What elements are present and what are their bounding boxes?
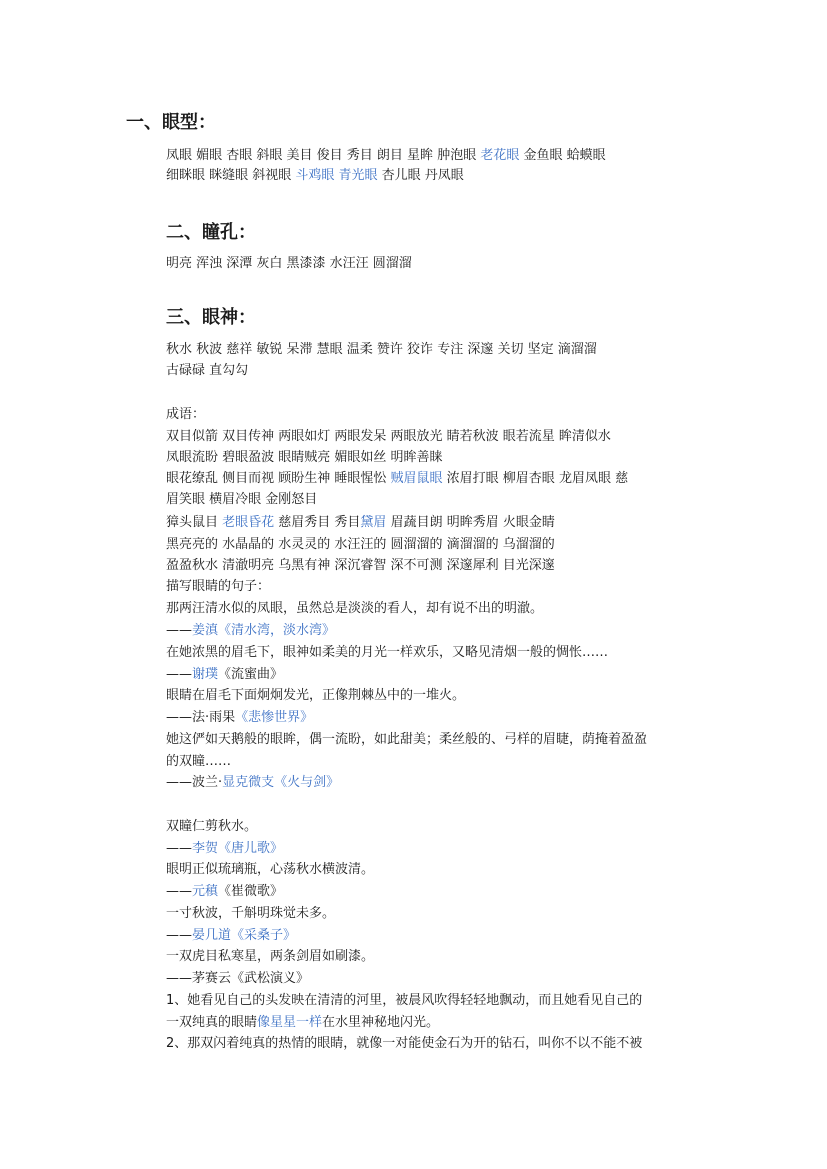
idioms-line-4: 眉笑眼 横眉冷眼 金刚怒目 bbox=[166, 492, 318, 507]
attribution-2: ——谢璞《流蜜曲》 bbox=[166, 667, 284, 682]
attribution-5: ——李贺《唐儿歌》 bbox=[166, 841, 284, 856]
idioms-line-3: 眼花缭乱 侧目而视 顾盼生神 睡眼惺忪 贼眉鼠眼 浓眉打眼 柳眉杏眼 龙眉凤眼 慈 bbox=[166, 471, 629, 486]
attribution-3: ——法·雨果《悲惨世界》 bbox=[166, 710, 314, 725]
link-source-4[interactable]: 显克微支《火与剑》 bbox=[222, 775, 340, 790]
idioms-line-7: 盈盈秋水 清澈明亮 乌黑有神 深沉睿智 深不可测 深邃犀利 目光深邃 bbox=[166, 558, 555, 573]
attribution-8: ——茅赛云《武松演义》 bbox=[166, 971, 310, 986]
quote-4-line-1: 她这俨如天鹅般的眼眸，偶一流盼，如此甜美；柔丝般的、弓样的眉睫，荫掩着盈盈 bbox=[166, 732, 648, 747]
idioms-line-2: 凤眼流盼 碧眼盈波 眼睛贼亮 媚眼如丝 明眸善睐 bbox=[166, 450, 443, 465]
link-like-stars[interactable]: 像星星一样 bbox=[257, 1015, 323, 1030]
expression-line-1: 秋水 秋波 慈祥 敏锐 呆滞 慧眼 温柔 赞许 狡诈 专注 深邃 关切 坚定 滴溜溜 bbox=[166, 342, 597, 357]
quote-4-line-2: 的双瞳…… bbox=[166, 754, 232, 769]
idioms-label: 成语： bbox=[166, 407, 206, 422]
link-dim-eyes[interactable]: 老眼昏花 bbox=[222, 515, 275, 530]
quote-8: 一双虎目私寒星，两条剑眉如刷漆。 bbox=[166, 949, 375, 964]
expression-line-2: 古碌碌 直勾勾 bbox=[166, 363, 249, 378]
attribution-1: ——姜滇《清水湾，淡水湾》 bbox=[166, 623, 336, 638]
heading-eye-shape: 一、眼型： bbox=[126, 112, 216, 133]
sentences-label: 描写眼睛的句子： bbox=[166, 579, 271, 594]
link-shifty-eyes[interactable]: 贼眉鼠眼 bbox=[390, 471, 443, 486]
link-crossed-eye-glaucoma[interactable]: 斗鸡眼 青光眼 bbox=[295, 168, 378, 183]
quote-2: 在她浓黑的眉毛下，眼神如柔美的月光一样欢乐，又略见清烟一般的惆怅…… bbox=[166, 645, 609, 660]
heading-eye-expression: 三、眼神： bbox=[166, 307, 256, 328]
link-presbyopic-eye[interactable]: 老花眼 bbox=[480, 148, 520, 163]
pupil-line-1: 明亮 浑浊 深潭 灰白 黑漆漆 水汪汪 圆溜溜 bbox=[166, 256, 412, 271]
idioms-line-6: 黑亮亮的 水晶晶的 水灵灵的 水汪汪的 圆溜溜的 滴溜溜的 乌溜溜的 bbox=[166, 537, 555, 552]
numbered-1-line-2: 一双纯真的眼睛像星星一样在水里神秘地闪光。 bbox=[166, 1015, 440, 1030]
numbered-2-line-1: 2、那双闪着纯真的热情的眼睛，就像一对能使金石为开的钻石，叫你不以不能不被 bbox=[166, 1036, 643, 1051]
link-source-7[interactable]: 晏几道《采桑子》 bbox=[192, 928, 297, 943]
link-source-3[interactable]: 《悲惨世界》 bbox=[235, 710, 314, 725]
attribution-6: ——元稹《崔微歌》 bbox=[166, 884, 284, 899]
link-source-5[interactable]: 李贺《唐儿歌》 bbox=[192, 841, 284, 856]
link-author-6[interactable]: 元稹 bbox=[192, 884, 219, 899]
attribution-4: ——波兰·显克微支《火与剑》 bbox=[166, 775, 340, 790]
link-author-2[interactable]: 谢璞 bbox=[192, 667, 219, 682]
quote-1: 那两汪清水似的凤眼，虽然总是淡淡的看人，却有说不出的明澈。 bbox=[166, 601, 544, 616]
numbered-1-line-1: 1、她看见自己的头发映在清清的河里，被晨风吹得轻轻地飘动，而且她看见自己的 bbox=[166, 993, 643, 1008]
eye-shape-line-2: 细眯眼 眯缝眼 斜视眼 斗鸡眼 青光眼 杏儿眼 丹凤眼 bbox=[166, 168, 464, 183]
attribution-7: ——晏几道《采桑子》 bbox=[166, 928, 297, 943]
quote-3: 眼睛在眉毛下面炯炯发光，正像荆棘丛中的一堆火。 bbox=[166, 688, 466, 703]
link-source-1[interactable]: 姜滇《清水湾，淡水湾》 bbox=[192, 623, 336, 638]
heading-pupil: 二、瞳孔： bbox=[166, 222, 256, 243]
link-dark-brows[interactable]: 黛眉 bbox=[360, 515, 387, 530]
idioms-line-1: 双目似箭 双目传神 两眼如灯 两眼发呆 两眼放光 睛若秋波 眼若流星 眸清似水 bbox=[166, 429, 611, 444]
idioms-line-5: 獐头鼠目 老眼昏花 慈眉秀目 秀目黛眉 眉蔬目朗 明眸秀眉 火眼金睛 bbox=[166, 515, 555, 530]
quote-5: 双瞳仁剪秋水。 bbox=[166, 819, 258, 834]
eye-shape-line-1: 凤眼 媚眼 杏眼 斜眼 美目 俊目 秀目 朗目 星眸 肿泡眼 老花眼 金鱼眼 蛤蟆眼 bbox=[166, 148, 606, 163]
quote-6: 眼明正似琉璃瓶，心荡秋水横波清。 bbox=[166, 862, 375, 877]
quote-7: 一寸秋波，千斛明珠觉未多。 bbox=[166, 906, 336, 921]
